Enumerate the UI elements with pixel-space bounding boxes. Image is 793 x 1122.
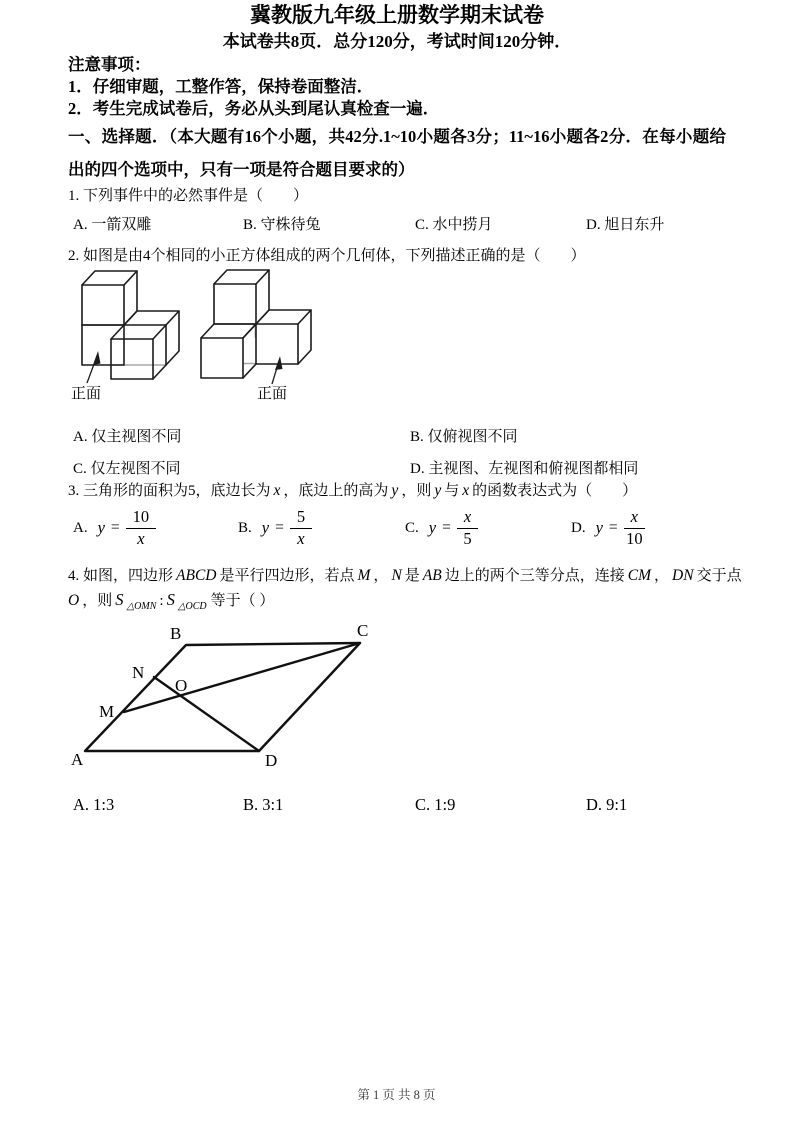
q4-area-symbol: S [166, 590, 175, 609]
notice-item-2: 2．考生完成试卷后，务必从头到尾认真检查一遍． [68, 99, 440, 118]
page-title: 冀教版九年级上册数学期末试卷 [250, 3, 544, 27]
question-1-options [68, 215, 726, 236]
q4-var-cm: CM [627, 567, 651, 584]
q1-option-d: D. 旭日东升 [586, 217, 665, 233]
q4-text-part: ， [654, 568, 670, 584]
question-4-options [68, 794, 726, 815]
point-label-o: O [175, 676, 188, 695]
q4-text-part: 等于（ ） [210, 593, 275, 609]
front-face-label-1: 正面 [71, 386, 102, 402]
fraction: $\frac{5}{x}$ [290, 508, 312, 548]
question-2-options-row-1 [68, 427, 726, 448]
q4-var-m: M [357, 567, 371, 584]
q4-var-abcd: ABCD [176, 567, 217, 584]
q3-text-part: 的函数表达式为（ ） [472, 483, 638, 499]
q4-subscript-ocd: △OCD [177, 601, 207, 612]
parallelogram-abcd [85, 643, 360, 751]
front-face-label-2: 正面 [257, 386, 288, 402]
q4-option-d: D. 9:1 [586, 795, 628, 814]
q4-text-part: 是 [404, 568, 420, 584]
q4-text-part: ，则 [82, 593, 113, 609]
q4-text-part: 4. 如图，四边形 [68, 568, 174, 584]
question-2-text: 2. 如图是由4个相同的小正方体组成的两个几何体，下列描述正确的是（ ） [68, 248, 586, 264]
q4-option-a: A. 1:3 [73, 795, 115, 814]
point-label-n: N [132, 663, 145, 682]
q1-option-b: B. 守株待兔 [243, 217, 321, 233]
question-1-text: 1. 下列事件中的必然事件是（ ） [68, 188, 309, 204]
segment-cm [124, 643, 360, 712]
vertex-label-b: B [170, 624, 182, 643]
page-number-footer: 第 1 页 共 8 页 [357, 1088, 436, 1102]
q2-option-a: A. 仅主视图不同 [73, 429, 182, 445]
vertex-label-c: C [357, 621, 369, 640]
q4-option-c: C. 1:9 [415, 795, 456, 814]
q3-text-part: ，则 [401, 483, 432, 499]
cube-solid-figure-2 [195, 267, 325, 407]
q1-option-a: A. 一箭双雕 [73, 217, 152, 233]
question-4-figure [68, 619, 726, 781]
q4-text-part: 是平行四边形，若点 [219, 568, 355, 584]
question-4-text-line-1 [68, 564, 742, 588]
q2-option-c: C. 仅左视图不同 [73, 461, 181, 477]
q3-option-a: A. y = $\frac{10}{x}$ [68, 508, 233, 548]
q4-var-n: N [391, 567, 402, 584]
cube-solid-figure-1 [68, 267, 193, 407]
q3-var-y: y [434, 482, 442, 499]
q3-option-c: C. y = $\frac{x}{5}$ [400, 508, 566, 548]
vertex-label-a: A [71, 750, 84, 769]
q3-var-x: x [273, 482, 281, 499]
q4-ratio-colon: : [159, 593, 164, 609]
exam-info-line: 本试卷共8页．总分120分，考试时间120分钟． [222, 32, 572, 51]
q4-option-b: B. 3:1 [243, 795, 284, 814]
q3-text-part: ，底边上的高为 [283, 483, 389, 499]
q1-option-c: C. 水中捞月 [415, 217, 493, 233]
vertex-label-d: D [265, 751, 278, 770]
q3-var-x: x [462, 482, 470, 499]
q4-var-dn: DN [672, 567, 694, 584]
question-2-options-row-2 [68, 459, 726, 480]
q4-var-o: O [68, 592, 80, 609]
q4-subscript-omn: △OMN [126, 601, 157, 612]
parallelogram-diagram [68, 619, 388, 781]
front-arrowhead [93, 351, 101, 365]
q3-option-b: B. y = $\frac{5}{x}$ [233, 508, 400, 548]
question-3-options [68, 502, 726, 554]
q4-area-symbol: S [115, 590, 124, 609]
question-2-figures [68, 267, 726, 407]
q2-option-b: B. 仅俯视图不同 [410, 429, 518, 445]
question-4-text-line-2 [68, 588, 726, 619]
q3-var-y: y [391, 482, 399, 499]
q3-option-d: D. y = $\frac{x}{10}$ [566, 508, 645, 548]
fraction: $\frac{10}{x}$ [126, 508, 157, 548]
q4-var-ab: AB [422, 567, 442, 584]
q4-text-part: 交于点 [696, 568, 742, 584]
notice-heading: 注意事项： [68, 55, 151, 74]
q4-text-part: 边上的两个三等分点，连接 [444, 568, 625, 584]
front-arrowhead [275, 356, 283, 370]
notice-item-1: 1．仔细审题，工整作答，保持卷面整洁． [68, 77, 374, 96]
q2-option-d: D. 主视图、左视图和俯视图都相同 [410, 461, 639, 477]
point-label-m: M [99, 702, 115, 721]
q4-text-part: ， [373, 568, 389, 584]
q3-text-part: 3. 三角形的面积为5，底边长为 [68, 483, 271, 499]
q3-text-part: 与 [444, 483, 460, 499]
fraction: $\frac{x}{5}$ [457, 508, 478, 548]
question-3-text [68, 480, 726, 502]
section-1-heading: 一、选择题．（本大题有16个小题，共42分.1~10小题各3分；11~16小题各2分．在每小题给出的四个选项中，只有一项是符合题目要求的） [68, 127, 726, 179]
fraction: $\frac{x}{10}$ [624, 508, 645, 548]
